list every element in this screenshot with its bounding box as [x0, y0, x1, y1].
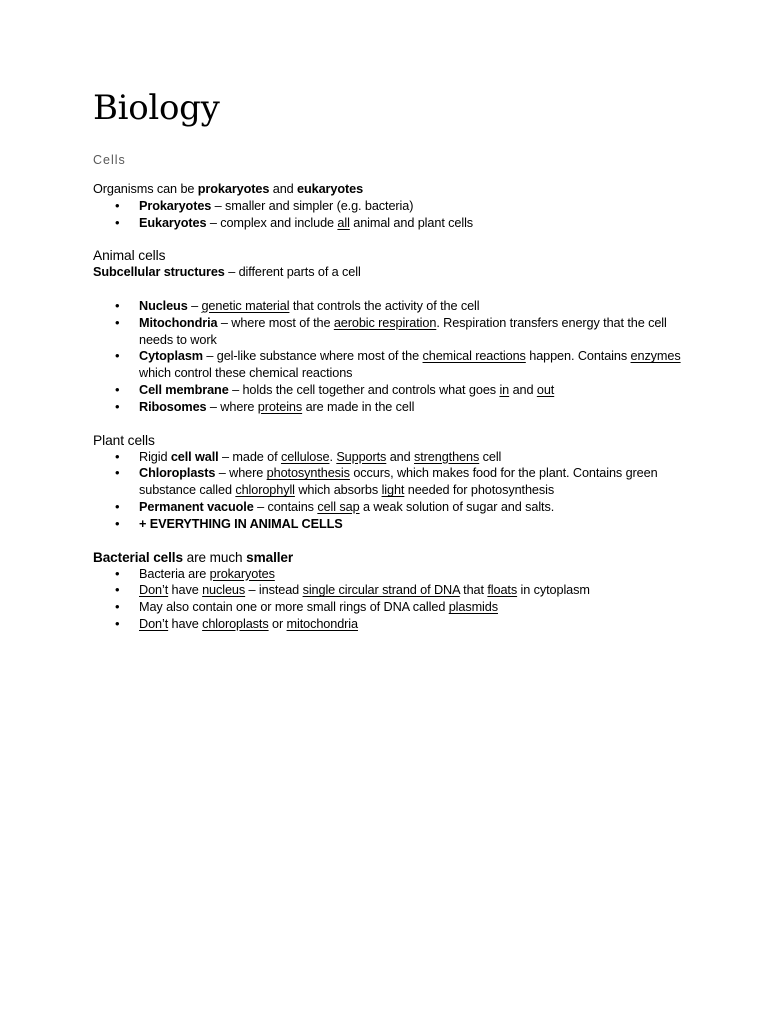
animal-cells-list [93, 298, 693, 416]
bacterial-cells-list [93, 566, 693, 633]
plant-cells-list [93, 449, 693, 533]
list-item: • Chloroplasts – where photosynthesis occurs, which makes food for the plant. Contains green substance called chlorophyll which absorbs light needed for photosynthesis [93, 465, 693, 499]
list-item: • Cell membrane – holds the cell together and controls what goes in and out [93, 382, 693, 399]
list-item: • Prokaryotes – smaller and simpler (e.g. bacteria) [93, 198, 693, 215]
document-body [93, 86, 693, 633]
list-item: • Rigid cell wall – made of cellulose. Supports and strengthens cell [93, 449, 693, 466]
list-item: • Mitochondria – where most of the aerobic respiration. Respiration transfers energy that the cell needs to work [93, 315, 693, 349]
list-item: • Don’t have nucleus – instead single circular strand of DNA that floats in cytoplasm [93, 582, 693, 599]
spacer [93, 281, 693, 298]
list-item: • Bacteria are prokaryotes [93, 566, 693, 583]
intro-paragraph: Organisms can be prokaryotes and eukaryotes [93, 182, 364, 196]
plant-cells-heading: Plant cells [93, 432, 155, 448]
list-item: • May also contain one or more small rings of DNA called plasmids [93, 599, 693, 616]
bacterial-cells-heading: Bacterial cells are much smaller [93, 549, 294, 565]
animal-cells-heading: Animal cells [93, 248, 166, 264]
page-title: Biology [93, 88, 220, 128]
list-item: • + EVERYTHING IN ANIMAL CELLS [93, 516, 693, 533]
section-subtitle: Cells [93, 153, 126, 167]
list-item: • Permanent vacuole – contains cell sap a weak solution of sugar and salts. [93, 499, 693, 516]
intro-list [93, 198, 693, 232]
list-item: • Don’t have chloroplasts or mitochondria [93, 616, 693, 633]
list-item: • Cytoplasm – gel-like substance where most of the chemical reactions happen. Contains enzymes which control these chemical reactions [93, 348, 693, 382]
list-item: • Nucleus – genetic material that controls the activity of the cell [93, 298, 693, 315]
list-item: • Ribosomes – where proteins are made in the cell [93, 399, 693, 416]
animal-cells-definition: Subcellular structures – different parts of a cell [93, 265, 361, 280]
list-item: • Eukaryotes – complex and include all animal and plant cells [93, 215, 693, 232]
